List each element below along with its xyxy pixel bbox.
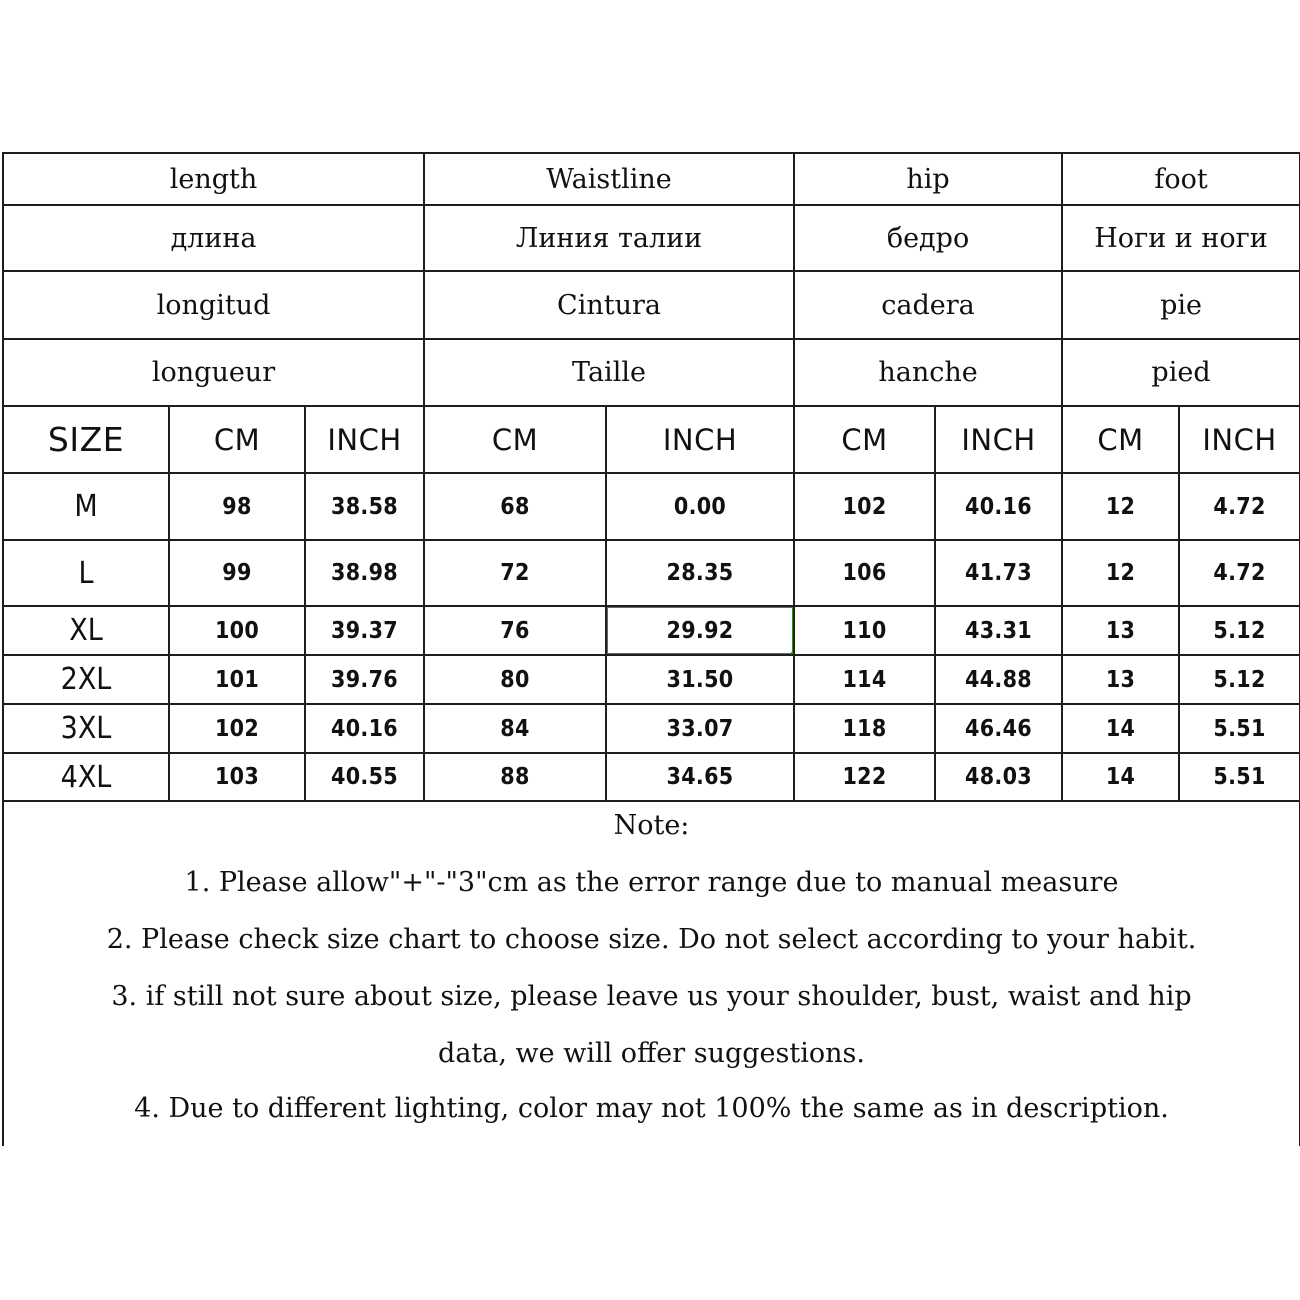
length-cm-cell: 102 <box>169 704 305 753</box>
size-label: 3XL <box>3 704 169 753</box>
column-header-waist-inch: INCH <box>606 406 794 473</box>
foot-inch-cell: 5.51 <box>1179 753 1300 801</box>
hip-cm-cell: 110 <box>794 606 935 655</box>
waist-cm-cell: 88 <box>424 753 606 801</box>
length-cm-cell: 101 <box>169 655 305 704</box>
waist-inch-value: 29.92 <box>666 617 734 644</box>
notes-title: Note: <box>613 810 690 841</box>
column-header-size: SIZE <box>3 406 169 473</box>
group-foot-ru: Ноги и ноги <box>1062 205 1300 271</box>
waist-inch-cell: 33.07 <box>606 704 794 753</box>
size-label: L <box>3 540 169 606</box>
length-cm-cell: 100 <box>169 606 305 655</box>
fill-handle[interactable] <box>791 652 794 655</box>
waist-cm-cell: 80 <box>424 655 606 704</box>
foot-cm-cell: 12 <box>1062 473 1179 540</box>
unit-header-row <box>3 406 1300 473</box>
waist-inch-cell: 34.65 <box>606 753 794 801</box>
group-waist-ru: Линия талии <box>424 205 794 271</box>
size-label: XL <box>3 606 169 655</box>
waist-cm-cell: 72 <box>424 540 606 606</box>
length-inch-cell: 40.16 <box>305 704 424 753</box>
waist-cm-cell: 84 <box>424 704 606 753</box>
note-line-2: 2. Please check size chart to choose size. Do not select according to your habit. <box>106 924 1197 955</box>
size-label: 2XL <box>3 655 169 704</box>
foot-cm-cell: 14 <box>1062 704 1179 753</box>
column-header-waist-cm: CM <box>424 406 606 473</box>
note-line-1: 1. Please allow"+"-"3"cm as the error range due to manual measure <box>184 867 1119 898</box>
header-row-english <box>3 153 1300 205</box>
length-inch-cell: 38.58 <box>305 473 424 540</box>
length-inch-cell: 40.55 <box>305 753 424 801</box>
foot-inch-cell: 4.72 <box>1179 540 1300 606</box>
size-chart <box>2 152 1299 802</box>
table-row <box>3 655 1300 704</box>
group-length-fr: longueur <box>3 339 424 406</box>
table-row <box>3 606 1300 655</box>
length-cm-cell: 98 <box>169 473 305 540</box>
hip-cm-cell: 114 <box>794 655 935 704</box>
length-inch-cell: 39.37 <box>305 606 424 655</box>
foot-cm-cell: 13 <box>1062 655 1179 704</box>
length-cm-cell: 99 <box>169 540 305 606</box>
header-row-russian <box>3 205 1300 271</box>
size-label: M <box>3 473 169 540</box>
table-row <box>3 753 1300 801</box>
foot-inch-cell: 5.12 <box>1179 606 1300 655</box>
length-cm-cell: 103 <box>169 753 305 801</box>
group-hip-fr: hanche <box>794 339 1062 406</box>
group-foot-en: foot <box>1062 153 1300 205</box>
group-waist-en: Waistline <box>424 153 794 205</box>
foot-cm-cell: 13 <box>1062 606 1179 655</box>
size-chart-table <box>2 152 1300 802</box>
waist-inch-cell: 31.50 <box>606 655 794 704</box>
column-header-length-inch: INCH <box>305 406 424 473</box>
column-header-length-cm: CM <box>169 406 305 473</box>
group-foot-es: pie <box>1062 271 1300 339</box>
column-header-foot-inch: INCH <box>1179 406 1300 473</box>
foot-cm-cell: 14 <box>1062 753 1179 801</box>
hip-inch-cell: 46.46 <box>935 704 1062 753</box>
header-row-spanish <box>3 271 1300 339</box>
group-waist-es: Cintura <box>424 271 794 339</box>
group-hip-es: cadera <box>794 271 1062 339</box>
hip-cm-cell: 106 <box>794 540 935 606</box>
note-line-3-continued: data, we will offer suggestions. <box>438 1038 865 1069</box>
column-header-hip-inch: INCH <box>935 406 1062 473</box>
foot-inch-cell: 5.51 <box>1179 704 1300 753</box>
column-header-foot-cm: CM <box>1062 406 1179 473</box>
note-line-4: 4. Due to different lighting, color may not 100% the same as in description. <box>134 1093 1169 1124</box>
foot-inch-cell: 5.12 <box>1179 655 1300 704</box>
hip-inch-cell: 43.31 <box>935 606 1062 655</box>
hip-cm-cell: 102 <box>794 473 935 540</box>
table-row <box>3 473 1300 540</box>
group-hip-en: hip <box>794 153 1062 205</box>
group-foot-fr: pied <box>1062 339 1300 406</box>
waist-cm-cell: 68 <box>424 473 606 540</box>
hip-inch-cell: 44.88 <box>935 655 1062 704</box>
group-length-ru: длина <box>3 205 424 271</box>
group-length-en: length <box>3 153 424 205</box>
hip-inch-cell: 40.16 <box>935 473 1062 540</box>
waist-inch-cell: 28.35 <box>606 540 794 606</box>
hip-cm-cell: 118 <box>794 704 935 753</box>
notes-section <box>2 800 1300 1146</box>
hip-cm-cell: 122 <box>794 753 935 801</box>
group-waist-fr: Taille <box>424 339 794 406</box>
header-row-french <box>3 339 1300 406</box>
waist-cm-cell: 76 <box>424 606 606 655</box>
table-row <box>3 540 1300 606</box>
note-line-3: 3. if still not sure about size, please leave us your shoulder, bust, waist and hip <box>111 981 1192 1012</box>
foot-inch-cell: 4.72 <box>1179 473 1300 540</box>
group-length-es: longitud <box>3 271 424 339</box>
group-hip-ru: бедро <box>794 205 1062 271</box>
foot-cm-cell: 12 <box>1062 540 1179 606</box>
size-label: 4XL <box>3 753 169 801</box>
table-row <box>3 704 1300 753</box>
column-header-hip-cm: CM <box>794 406 935 473</box>
length-inch-cell: 39.76 <box>305 655 424 704</box>
selected-cell[interactable] <box>606 606 794 655</box>
length-inch-cell: 38.98 <box>305 540 424 606</box>
hip-inch-cell: 41.73 <box>935 540 1062 606</box>
waist-inch-cell: 0.00 <box>606 473 794 540</box>
hip-inch-cell: 48.03 <box>935 753 1062 801</box>
